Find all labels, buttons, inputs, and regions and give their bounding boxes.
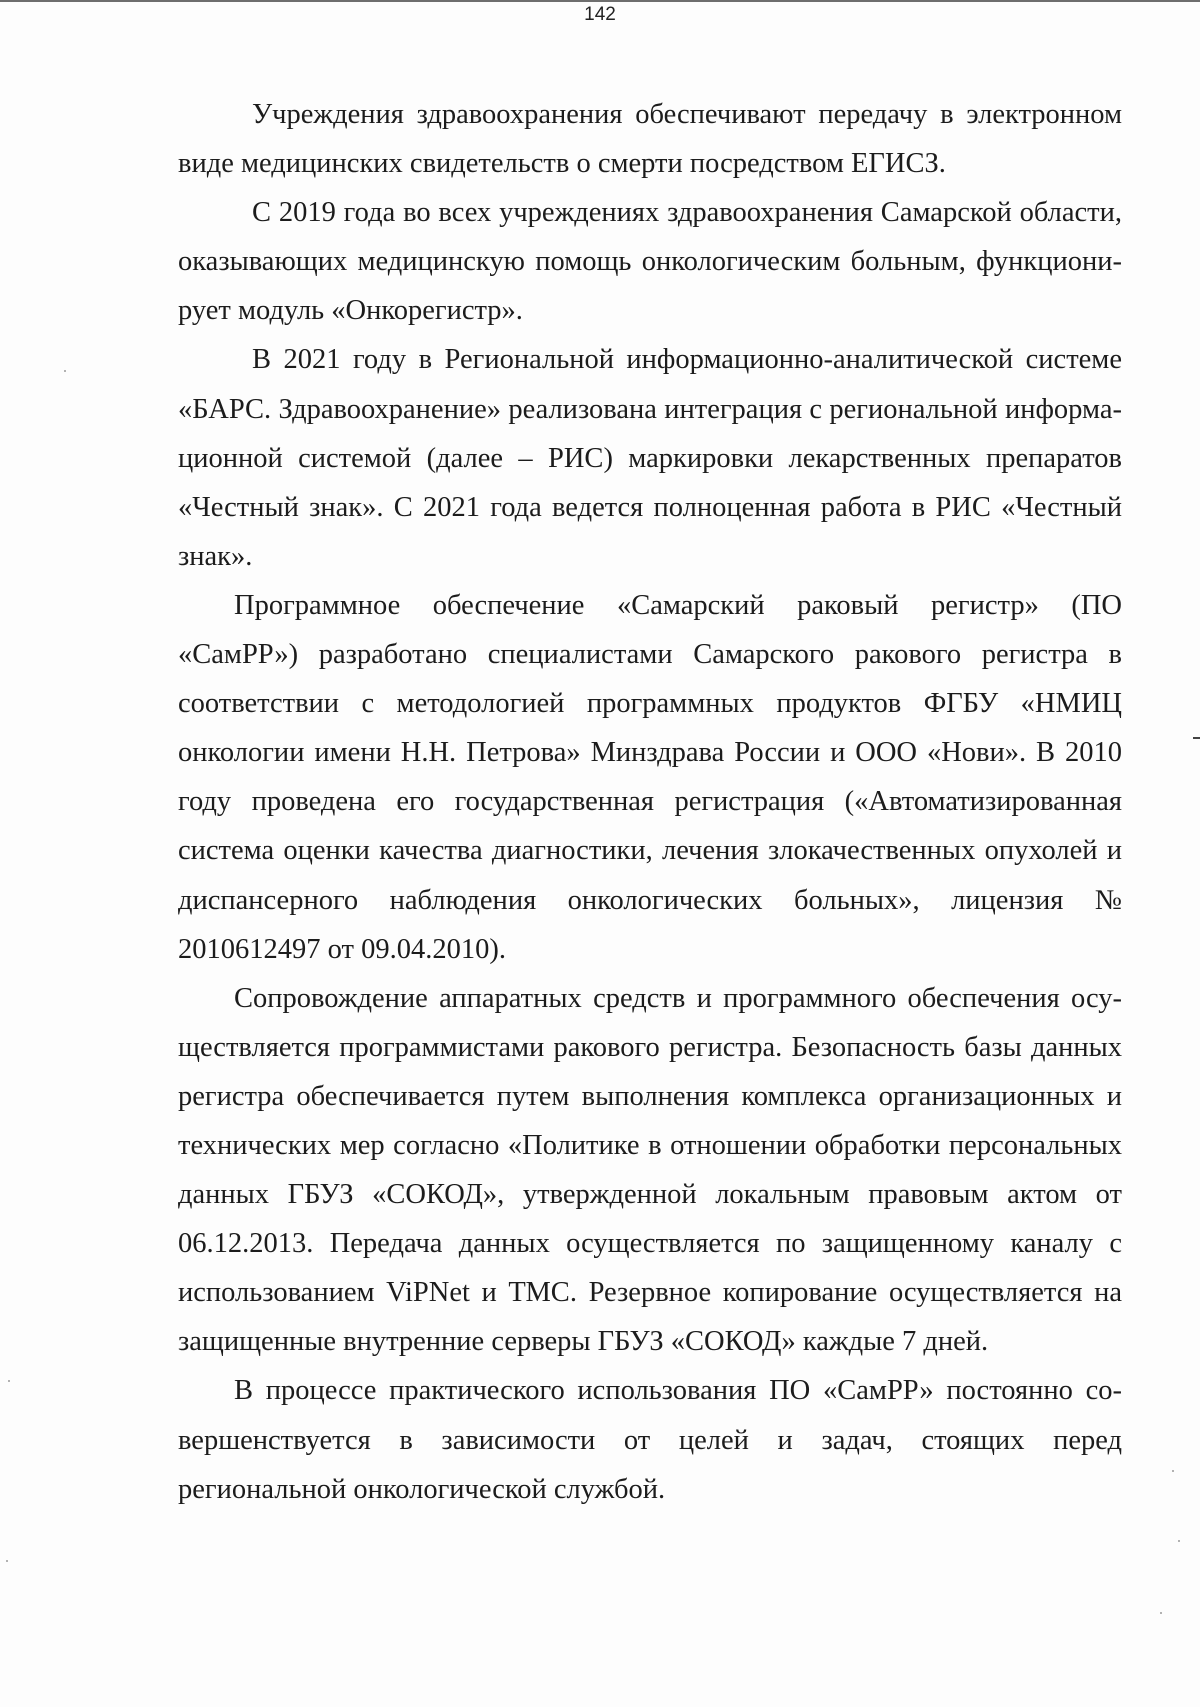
scan-speck xyxy=(1160,1612,1162,1614)
paragraph-support-security: Сопровождение аппаратных средств и программного обеспечения осуществляется программистами ракового регистра. Безопасность базы данных регистра обеспечивается путем выполнения комплекса организационных и технических мер согласно «Политике в отношении обработки персональных данных ГБУЗ «СОКОД», утвержденной локальным правовым актом от 06.12.2013. Передача данных осуществляется по защищенному каналу с использованием ViPNet и ТМС. Резервное копирование осуществляется на защищенные внутренние серверы ГБУЗ «СОКОД» каждые 7 дней. xyxy=(178,982,1122,1358)
scan-speck xyxy=(8,1380,10,1382)
paragraph-oncoregistry-module: С 2019 года во всех учреждениях здравоохранения Самарской области, оказывающих медицинскую помощь онкологическим больным, функционирует модуль «Онкорегистр». xyxy=(178,197,1122,327)
scan-speck xyxy=(1178,1540,1180,1542)
page-number: 142 xyxy=(584,4,616,25)
body-text xyxy=(178,90,1122,1514)
paragraph-samrr-software: Программное обеспечение «Самарский раковый регистр» (ПО «СамРР») разработано специалистами Самарского ракового регистра в соответствии с методологией программных продуктов ФГБУ «НМИЦ онкологии имени Н.Н. Петрова» Минздрава России и ООО «Нови». В 2010 году проведена его государственная регистрация («Автоматизированная система оценки качества диагностики, лечения злокачественных опухолей и диспансерного наблюдения онкологических больных», лицензия № 2010612497 от 09.04.2010). xyxy=(178,589,1122,965)
paragraph-bars-integration: В 2021 году в Региональной информационно-аналитической системе «БАРС. Здравоохранение» реализована интеграция с региональной информационной системой (далее – РИС) маркировки лекарственных препаратов «Честный знак». С 2021 года ведется полноценная работа в РИС «Честный знак». xyxy=(178,344,1122,572)
scan-speck xyxy=(6,1560,8,1562)
paragraph-improvement: В процессе практического использования ПО «СамРР» постоянно совершенствуется в зависимости от целей и задач, стоящих перед региональной онкологической службой. xyxy=(178,1375,1122,1505)
scan-speck xyxy=(64,370,66,372)
top-border-line xyxy=(0,0,1200,2)
margin-tick-mark xyxy=(1193,737,1200,739)
paragraph-death-certificates: Учреждения здравоохранения обеспечивают передачу в электронном виде медицинских свидетельств о смерти посредством ЕГИСЗ. xyxy=(178,99,1122,180)
scan-speck xyxy=(1172,1470,1174,1472)
